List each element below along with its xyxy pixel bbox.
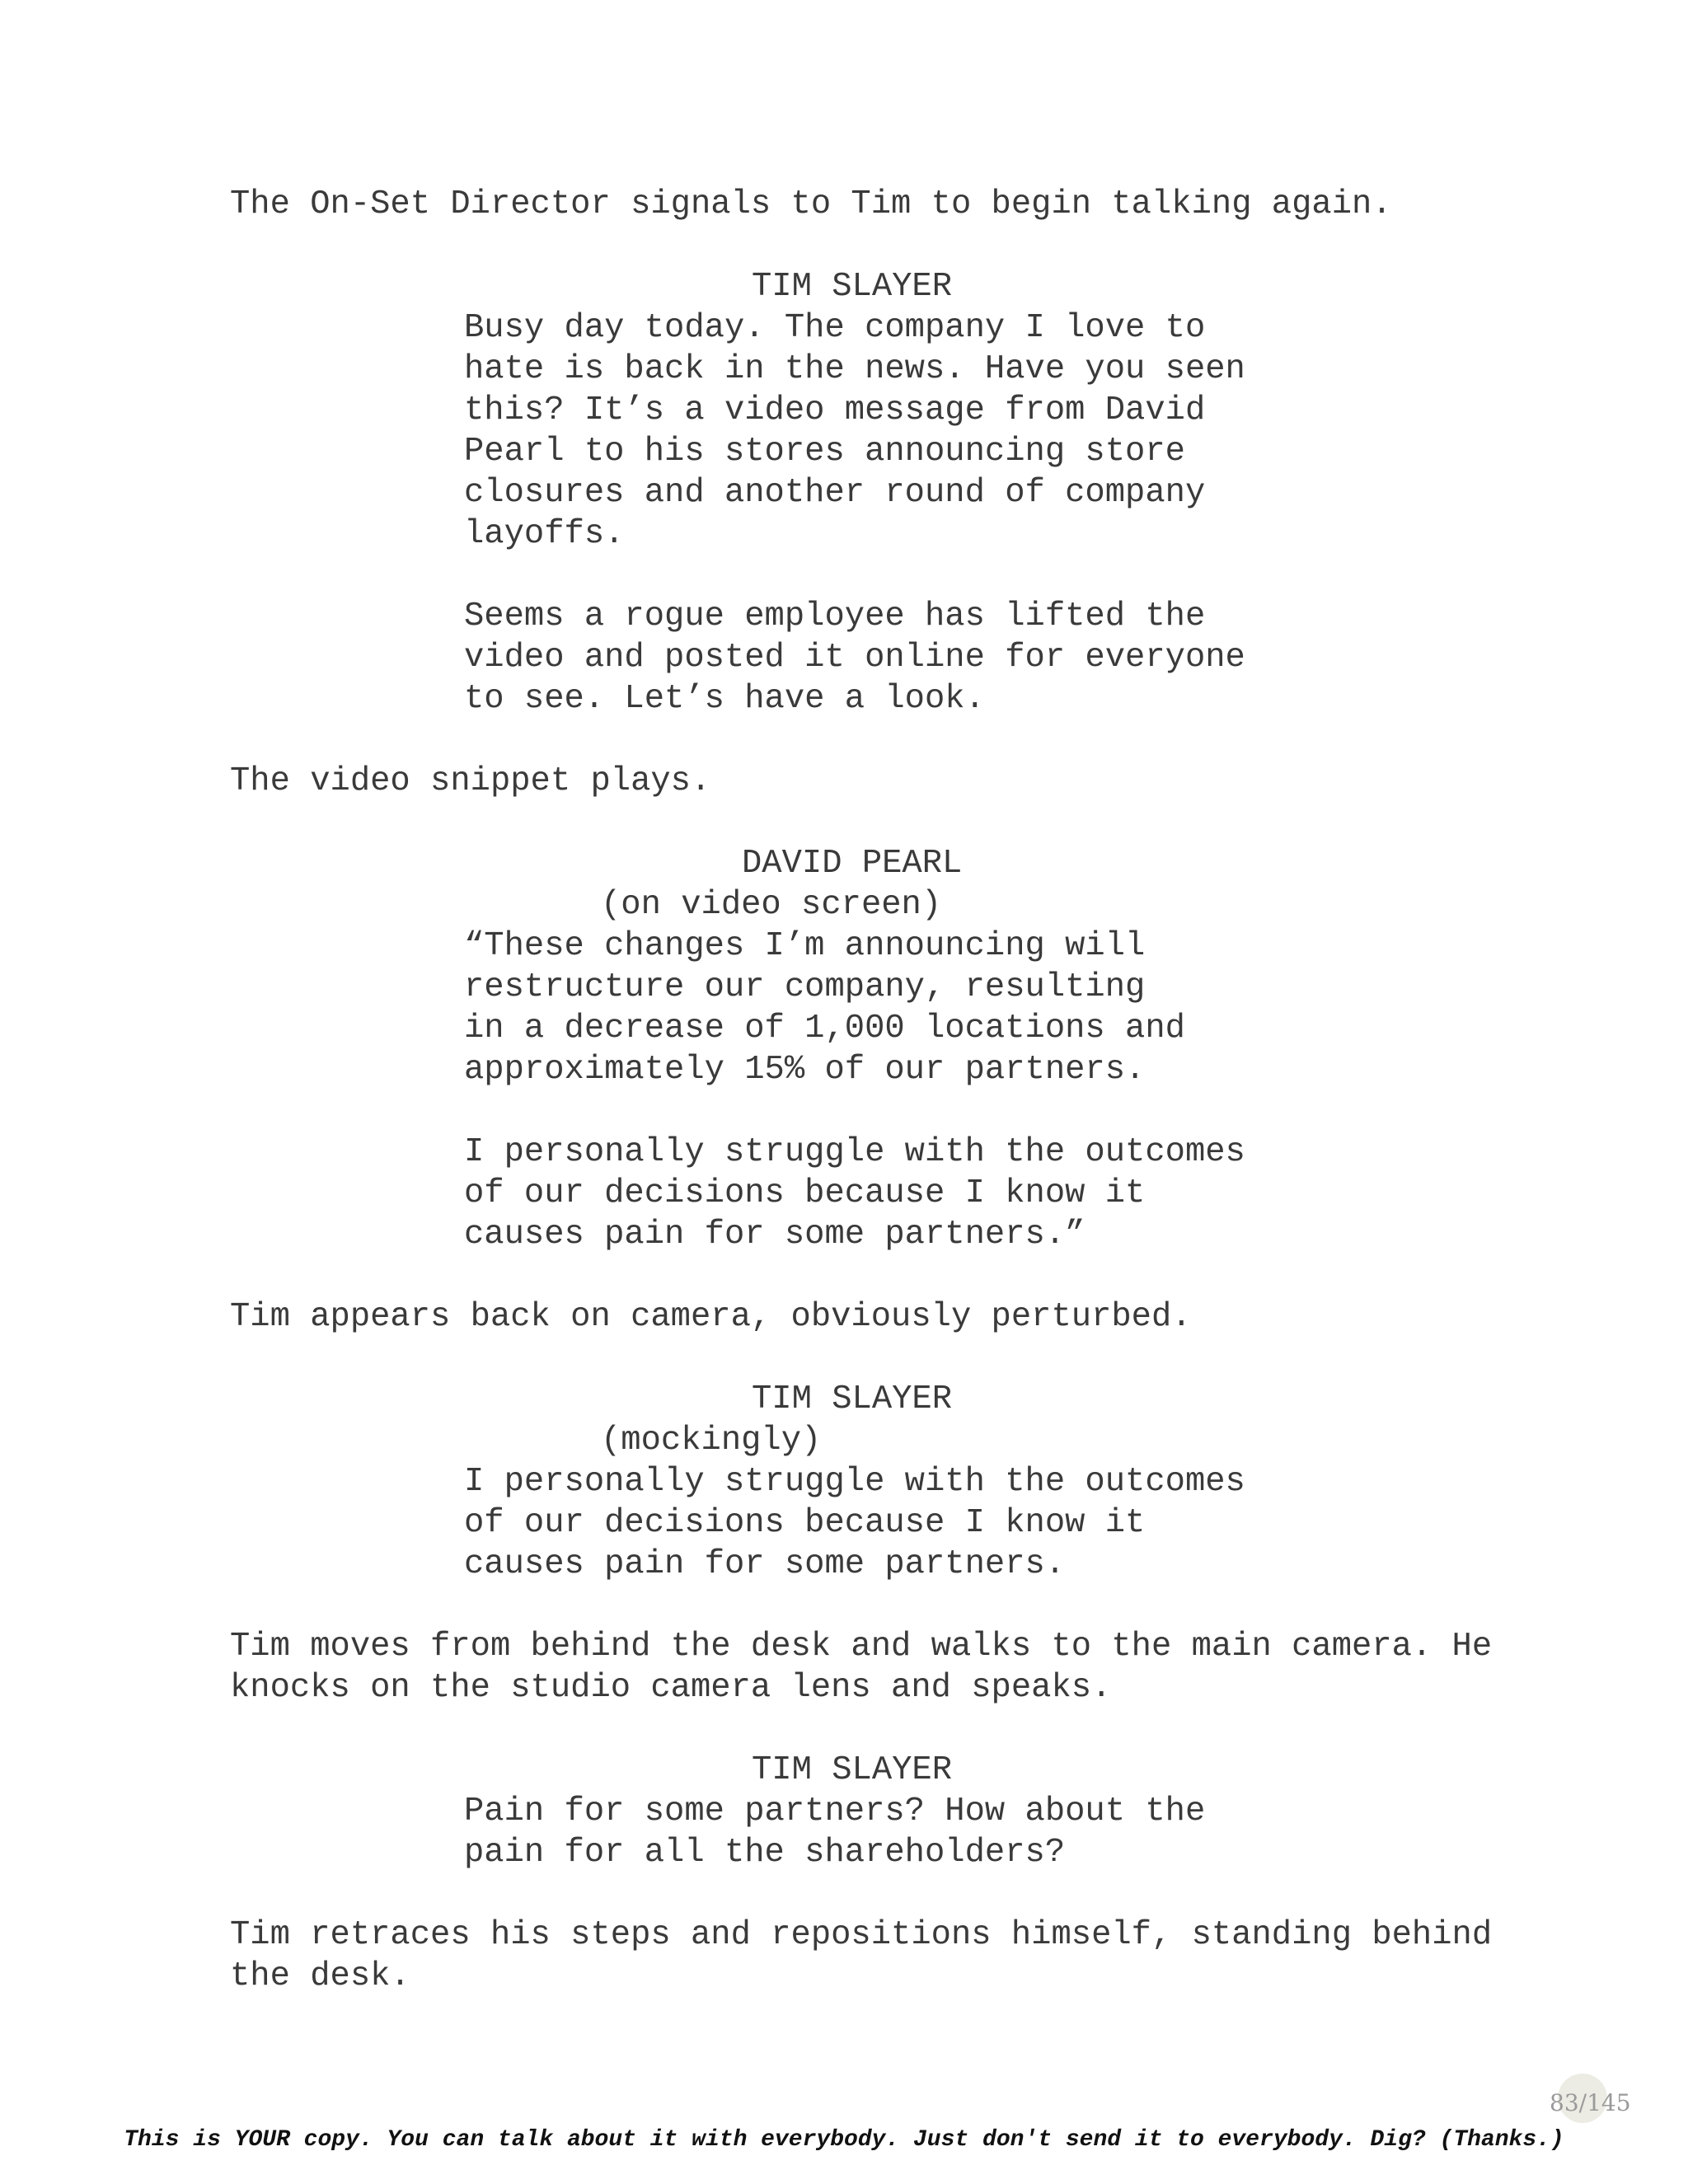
action-line: Tim retraces his steps and repositions himself, standing behind	[230, 1916, 1493, 1954]
dialogue-line: Pain for some partners? How about the	[464, 1793, 1206, 1830]
dialogue-line: restructure our company, resulting	[464, 968, 1146, 1006]
dialogue-line: in a decrease of 1,000 locations and	[464, 1010, 1185, 1047]
dialogue-line: of our decisions because I know it	[464, 1174, 1146, 1212]
character-name: TIM SLAYER	[752, 268, 953, 306]
action-line: knocks on the studio camera lens and speaks.	[230, 1669, 1112, 1707]
page-number-text: 83/145	[1550, 2089, 1631, 2116]
dialogue-line: “These changes I’m announcing will	[464, 927, 1146, 965]
action-line: the desk.	[230, 1957, 410, 1995]
dialogue-line: I personally struggle with the outcomes	[464, 1463, 1245, 1501]
dialogue-line: hate is back in the news. Have you seen	[464, 350, 1245, 388]
dialogue-line: of our decisions because I know it	[464, 1504, 1146, 1542]
character-name: DAVID PEARL	[742, 845, 963, 883]
dialogue-line: video and posted it online for everyone	[464, 639, 1245, 677]
parenthetical: (mockingly)	[601, 1422, 822, 1460]
parenthetical: (on video screen)	[601, 886, 942, 924]
action-line: The On-Set Director signals to Tim to begin talking again.	[230, 185, 1392, 223]
footer-notice: This is YOUR copy. You can talk about it with everybody. Just don't send it to everybody. Dig? (Thanks.)	[124, 2127, 1564, 2153]
dialogue-line: I personally struggle with the outcomes	[464, 1133, 1245, 1171]
action-line: Tim appears back on camera, obviously perturbed.	[230, 1298, 1192, 1336]
dialogue-line: this? It’s a video message from David	[464, 391, 1206, 429]
dialogue-line: causes pain for some partners.	[464, 1545, 1066, 1583]
dialogue-line: closures and another round of company	[464, 474, 1206, 512]
dialogue-line: Seems a rogue employee has lifted the	[464, 598, 1206, 635]
character-name: TIM SLAYER	[752, 1751, 953, 1789]
dialogue-line: Busy day today. The company I love to	[464, 309, 1206, 347]
character-name: TIM SLAYER	[752, 1380, 953, 1418]
dialogue-line: pain for all the shareholders?	[464, 1834, 1066, 1872]
action-line: Tim moves from behind the desk and walks to the main camera. He	[230, 1628, 1493, 1666]
dialogue-line: to see. Let’s have a look.	[464, 680, 985, 718]
action-line: The video snippet plays.	[230, 762, 711, 800]
dialogue-line: Pearl to his stores announcing store	[464, 433, 1185, 471]
dialogue-line: causes pain for some partners.”	[464, 1216, 1085, 1254]
dialogue-line: approximately 15% of our partners.	[464, 1051, 1146, 1089]
dialogue-line: layoffs.	[464, 515, 625, 553]
